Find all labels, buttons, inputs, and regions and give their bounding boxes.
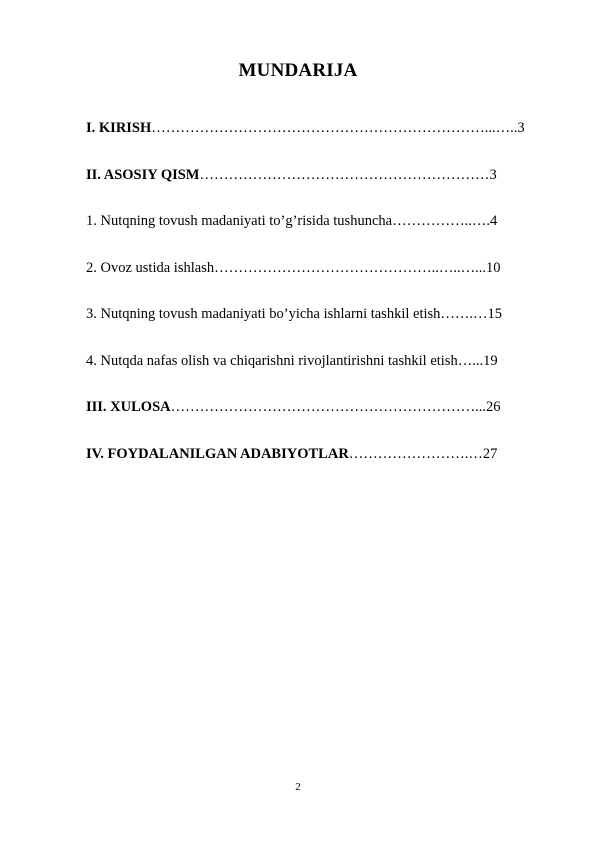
toc-entry-asosiy-qism bbox=[86, 166, 525, 185]
toc-entry-page: 27 bbox=[482, 445, 498, 462]
page-number: 2 bbox=[295, 781, 301, 793]
toc-entry-page: 3 bbox=[489, 166, 497, 183]
toc-entry-label: 3. Nutqning tovush madaniyati bo’yicha ishlarni tashkil etish bbox=[86, 306, 441, 322]
toc-entry-section-1 bbox=[86, 212, 525, 231]
toc-entry-page: 19 bbox=[483, 352, 498, 369]
toc-entry-label: I. KIRISH bbox=[86, 120, 152, 136]
toc-entry-page: 15 bbox=[487, 306, 503, 322]
toc-entry-section-3 bbox=[86, 305, 525, 324]
toc-entry-label: 1. Nutqning tovush madaniyati to’g’risida tushuncha bbox=[86, 213, 393, 229]
toc-entry-label: III. XULOSA bbox=[86, 399, 171, 415]
toc-entry-xulosa bbox=[86, 398, 525, 417]
toc-entry-label: IV. FOYDALANILGAN ADABIYOTLAR bbox=[86, 445, 349, 462]
toc-entry-label: 2. Ovoz ustida ishlash bbox=[86, 259, 215, 276]
toc-entry-page: 10 bbox=[485, 259, 501, 276]
toc-entry-leader: …….… bbox=[440, 306, 488, 322]
toc-entry-page: 26 bbox=[485, 399, 501, 415]
page-title: MUNDARIJA bbox=[238, 60, 358, 81]
toc-entry-leader: ……………..…. bbox=[392, 213, 490, 229]
toc-entry-label: 4. Nutqda nafas olish va chiqarishni rivojlantirishni tashkil etish bbox=[86, 352, 458, 369]
toc-entry-leader: …... bbox=[457, 352, 484, 369]
toc-entry-leader: ……………………………………………………………...….. bbox=[151, 120, 518, 136]
toc-entry-leader: …………………….… bbox=[348, 445, 483, 462]
toc-entry-page: 4 bbox=[489, 213, 498, 229]
toc-entry-section-2 bbox=[86, 259, 525, 278]
toc-entry-leader: …………………………………………………… bbox=[199, 166, 490, 183]
toc-entry-page: 3 bbox=[517, 120, 525, 136]
toc-entry-label: II. ASOSIY QISM bbox=[86, 166, 200, 183]
toc-entry-leader: ………………………………………..…..…... bbox=[214, 259, 486, 276]
toc-entry-section-4 bbox=[86, 352, 525, 371]
toc-entry-kirish bbox=[86, 119, 525, 138]
table-of-contents bbox=[86, 119, 525, 491]
toc-entry-leader: ………………………………………………………... bbox=[170, 399, 486, 415]
toc-entry-adabiyotlar bbox=[86, 445, 525, 464]
